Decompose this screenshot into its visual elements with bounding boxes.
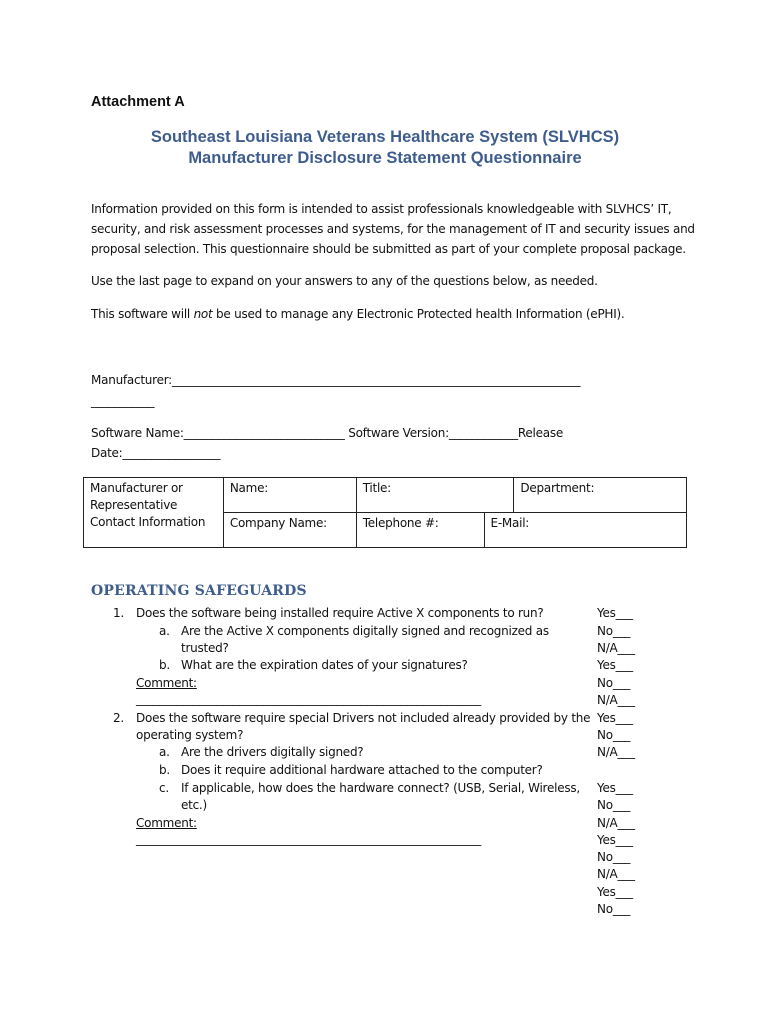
ephi-statement: This software will not be used to manage any Electronic Protected health Information (ePHI).	[91, 307, 625, 321]
contact-telephone-cell[interactable]: Telephone #:	[356, 513, 484, 548]
q2c-text: If applicable, how does the hardware connect? (USB, Serial, Wireless,	[181, 781, 580, 795]
intro-line: proposal selection. This questionnaire should be submitted as part of your complete proposal package.	[91, 242, 686, 256]
q2-number: 2.	[113, 711, 124, 725]
contact-name-cell[interactable]: Name:	[223, 478, 356, 513]
contact-row-label: Manufacturer or Representative Contact Information	[84, 478, 224, 548]
contact-email-cell[interactable]: E-Mail:	[484, 513, 686, 548]
attachment-label: Attachment A	[91, 94, 185, 110]
q1a-text-cont: trusted?	[181, 641, 229, 655]
manufacturer-field[interactable]: Manufacturer:_______________________________________________________________________	[91, 373, 581, 387]
expand-note: Use the last page to expand on your answers to any of the questions below, as needed.	[91, 274, 598, 288]
q1a-label: a.	[159, 624, 170, 638]
q1a-text: Are the Active X components digitally signed and recognized as	[181, 624, 549, 638]
q2-text-cont: operating system?	[136, 728, 244, 742]
answer-option[interactable]: No___	[597, 902, 631, 916]
ephi-emphasis: not	[193, 307, 213, 321]
release-date-field[interactable]: Date:_________________	[91, 446, 221, 460]
document-title: Southeast Louisiana Veterans Healthcare System (SLVHCS)	[150, 128, 620, 146]
q2b-text: Does it require additional hardware attached to the computer?	[181, 763, 543, 777]
answer-option[interactable]: Yes___	[597, 606, 633, 620]
contact-department-cell[interactable]: Department:	[514, 478, 687, 513]
answer-option[interactable]: Yes___	[597, 781, 633, 795]
q2-text: Does the software require special Drivers not included already provided by the	[136, 711, 591, 725]
answer-option[interactable]: No___	[597, 676, 631, 690]
answer-option[interactable]: No___	[597, 798, 631, 812]
contact-title-cell[interactable]: Title:	[356, 478, 514, 513]
answer-option[interactable]: No___	[597, 850, 631, 864]
answer-option[interactable]: N/A___	[597, 745, 635, 759]
q1b-text: What are the expiration dates of your signatures?	[181, 658, 468, 672]
section-heading: OPERATING SAFEGUARDS	[91, 583, 307, 599]
q2a-text: Are the drivers digitally signed?	[181, 745, 364, 759]
answer-option[interactable]: N/A___	[597, 867, 635, 881]
manufacturer-field-cont[interactable]: ___________	[91, 394, 155, 408]
intro-line: Information provided on this form is intended to assist professionals knowledgeable with SLVHCS’ IT,	[91, 202, 672, 216]
answer-option[interactable]: Yes___	[597, 658, 633, 672]
answer-option[interactable]: Yes___	[597, 885, 633, 899]
q1-comment-line[interactable]: ____________________________________________________________	[136, 692, 481, 706]
q2c-text-cont: etc.)	[181, 798, 207, 812]
answer-option[interactable]: N/A___	[597, 641, 635, 655]
q2-comment-label: Comment:	[136, 816, 197, 830]
answer-option[interactable]: No___	[597, 624, 631, 638]
intro-line: security, and risk assessment processes and systems, for the management of IT and security issues and	[91, 222, 695, 236]
q2c-label: c.	[159, 781, 169, 795]
document-subtitle: Manufacturer Disclosure Statement Questionnaire	[188, 149, 582, 167]
answer-option[interactable]: Yes___	[597, 711, 633, 725]
answer-option[interactable]: No___	[597, 728, 631, 742]
q1-number: 1.	[113, 606, 124, 620]
answer-option[interactable]: N/A___	[597, 816, 635, 830]
q1-comment-label: Comment:	[136, 676, 197, 690]
contact-table	[83, 477, 687, 548]
q2a-label: a.	[159, 745, 170, 759]
q2b-label: b.	[159, 763, 170, 777]
q2-comment-line[interactable]: ____________________________________________________________	[136, 832, 481, 846]
contact-company-cell[interactable]: Company Name:	[223, 513, 356, 548]
q1-text: Does the software being installed require Active X components to run?	[136, 606, 544, 620]
answer-option[interactable]: N/A___	[597, 693, 635, 707]
q1b-label: b.	[159, 658, 170, 672]
answer-option[interactable]: Yes___	[597, 833, 633, 847]
software-field[interactable]: Software Name:____________________________ Software Version:____________Release	[91, 426, 563, 440]
